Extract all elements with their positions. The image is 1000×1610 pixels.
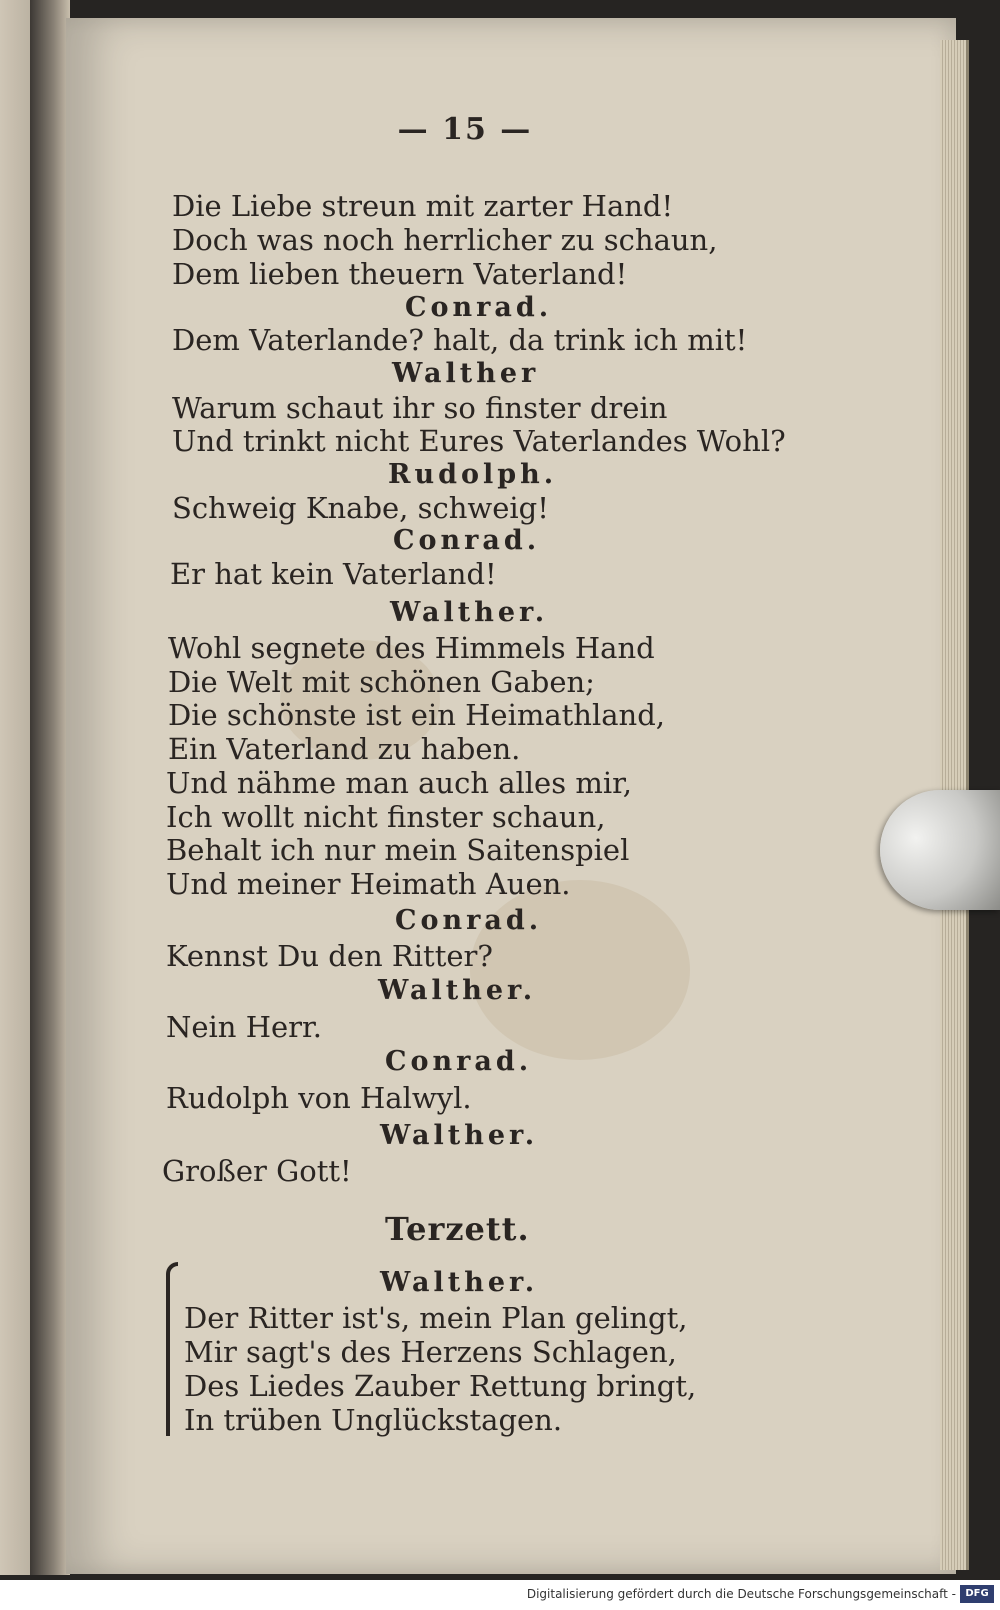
verse-line: Nein Herr. <box>166 1010 322 1044</box>
speaker-name: Walther. <box>380 1267 539 1298</box>
verse-line: Ich wollt nicht finster schaun, <box>166 800 606 834</box>
verse-line: Ein Vaterland zu haben. <box>168 732 521 766</box>
verse-line: Behalt ich nur mein Saitenspiel <box>166 833 630 867</box>
section-title: Terzett. <box>385 1210 530 1248</box>
verse-bracket <box>166 1262 178 1436</box>
dfg-logo: DFG <box>960 1585 994 1603</box>
verse-line: Schweig Knabe, schweig! <box>172 491 549 525</box>
verse-line: In trüben Unglückstagen. <box>184 1403 563 1437</box>
verse-line: Warum schaut ihr so finster drein <box>172 391 668 425</box>
digitization-footer <box>0 1580 1000 1610</box>
speaker-name: Walther. <box>390 597 549 628</box>
speaker-name: Walther <box>392 358 540 389</box>
verse-line: Wohl segnete des Himmels Hand <box>168 631 655 665</box>
verse-line: Kennst Du den Ritter? <box>166 939 493 973</box>
verse-line: Des Liedes Zauber Rettung bringt, <box>184 1369 697 1403</box>
verse-line: Die schönste ist ein Heimathland, <box>168 698 665 732</box>
speaker-name: Walther. <box>378 975 537 1006</box>
verse-line: Er hat kein Vaterland! <box>170 557 497 591</box>
page-number: — 15 — <box>397 112 533 147</box>
funding-credit: Digitalisierung gefördert durch die Deutsche Forschungsgemeinschaft - <box>526 1587 956 1601</box>
speaker-name: Conrad. <box>393 525 541 556</box>
verse-line: Und trinkt nicht Eures Vaterlandes Wohl? <box>172 424 786 458</box>
speaker-name: Rudolph. <box>388 459 558 490</box>
verse-line: Und meiner Heimath Auen. <box>166 867 571 901</box>
speaker-name: Conrad. <box>395 905 543 936</box>
verse-line: Der Ritter ist's, mein Plan gelingt, <box>184 1301 688 1335</box>
speaker-name: Conrad. <box>405 292 553 323</box>
verse-line: Doch was noch herrlicher zu schaun, <box>172 223 718 257</box>
verse-line: Die Welt mit schönen Gaben; <box>168 665 595 699</box>
speaker-name: Conrad. <box>385 1046 533 1077</box>
verse-line: Die Liebe streun mit zarter Hand! <box>172 189 674 223</box>
verse-line: Mir sagt's des Herzens Schlagen, <box>184 1335 677 1369</box>
verse-line: Dem Vaterlande? halt, da trink ich mit! <box>172 323 748 357</box>
verse-line: Großer Gott! <box>162 1154 352 1188</box>
verse-line: Dem lieben theuern Vaterland! <box>172 257 628 291</box>
speaker-name: Walther. <box>380 1120 539 1151</box>
verse-line: Rudolph von Halwyl. <box>166 1081 472 1115</box>
verse-line: Und nähme man auch alles mir, <box>166 766 632 800</box>
